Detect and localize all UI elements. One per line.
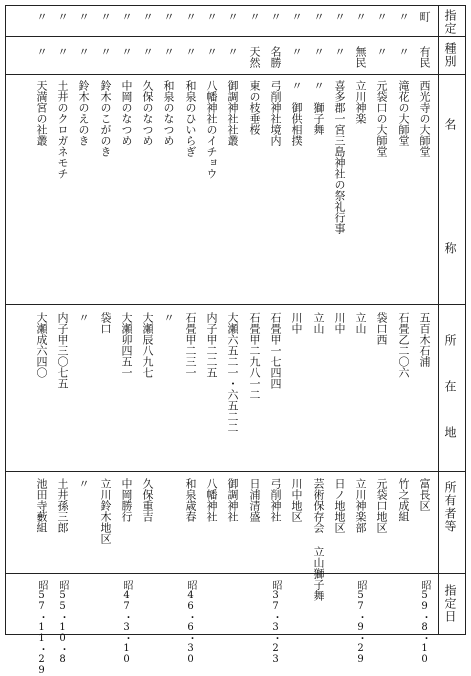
header-shitei: 指定 bbox=[443, 9, 457, 35]
cell-owner: 川中地区 bbox=[290, 478, 303, 522]
cell-shubetsu: 〃 bbox=[141, 46, 154, 57]
cell-loc: 川中 bbox=[290, 312, 303, 334]
cell-loc: 大瀬成六四〇 bbox=[35, 312, 48, 378]
cell-loc: 大瀬辰八九七 bbox=[141, 312, 154, 378]
cell-shubetsu: 〃 bbox=[397, 46, 410, 57]
cell-shubetsu: 〃 bbox=[226, 46, 239, 57]
cell-owner: 和泉歳春 bbox=[184, 478, 197, 522]
cell-owner: 元袋口地区 bbox=[375, 478, 388, 533]
cell-shitei: 〃 bbox=[77, 11, 90, 22]
cell-name: 鈴木のえのき bbox=[77, 80, 90, 146]
cell-shitei: 〃 bbox=[56, 11, 69, 22]
cell-shubetsu: 〃 bbox=[35, 46, 48, 57]
rule-line bbox=[6, 573, 465, 574]
cell-owner: 〃 bbox=[77, 478, 90, 489]
header-date: 指定日 bbox=[443, 584, 457, 623]
cell-shitei: 〃 bbox=[375, 11, 388, 22]
cell-loc: 内子甲二二五 bbox=[205, 312, 218, 378]
cell-name: 和泉のひいらぎ bbox=[184, 80, 197, 157]
header-mei: 名 bbox=[443, 118, 457, 130]
cell-loc: 立山 bbox=[354, 312, 367, 334]
header-chi: 地 bbox=[443, 426, 457, 438]
cell-owner: 中岡勝行 bbox=[120, 478, 133, 522]
designation-table bbox=[5, 5, 466, 676]
cell-shubetsu: 〃 bbox=[162, 46, 175, 57]
cell-name: 立川神楽 bbox=[354, 80, 367, 124]
rule-line bbox=[6, 36, 465, 37]
cell-name: 滝花の大師堂 bbox=[397, 80, 410, 146]
cell-loc: 〃 bbox=[77, 312, 90, 323]
cell-name: 久保のなつめ bbox=[141, 80, 154, 146]
cell-name: 喜多郡一宮三島神社の祭礼行事 bbox=[333, 80, 346, 234]
cell-loc: 内子甲三〇七五 bbox=[56, 312, 69, 389]
cell-shubetsu: 〃 bbox=[120, 46, 133, 57]
cell-loc: 大瀬卯四五一 bbox=[120, 312, 133, 378]
cell-date: 昭46・6・30 bbox=[185, 580, 196, 665]
cell-shitei: 町 bbox=[418, 11, 431, 22]
rule-line bbox=[6, 471, 465, 472]
cell-shitei: 〃 bbox=[120, 11, 133, 22]
cell-owner: 土井孫三郎 bbox=[56, 478, 69, 533]
cell-shubetsu: 有民 bbox=[418, 46, 431, 68]
cell-shitei: 〃 bbox=[354, 11, 367, 22]
cell-loc: 大瀬六五二一・六五二二 bbox=[226, 312, 239, 433]
rule-line bbox=[6, 304, 465, 305]
cell-owner: 立川神楽部 bbox=[354, 478, 367, 533]
cell-shitei: 〃 bbox=[248, 11, 261, 22]
cell-loc: 石畳甲二三一 bbox=[184, 312, 197, 378]
cell-name: 〃 獅子舞 bbox=[312, 80, 325, 135]
cell-shubetsu: 〃 bbox=[290, 46, 303, 57]
cell-date: 昭55・10・8 bbox=[57, 580, 68, 665]
cell-shitei: 〃 bbox=[312, 11, 325, 22]
cell-shitei: 〃 bbox=[333, 11, 346, 22]
rule-line bbox=[6, 74, 465, 75]
cell-shitei: 〃 bbox=[162, 11, 175, 22]
cell-name: 弓削神社境内 bbox=[269, 80, 282, 146]
cell-shitei: 〃 bbox=[184, 11, 197, 22]
header-sho: 称 bbox=[443, 242, 457, 254]
cell-shitei: 〃 bbox=[269, 11, 282, 22]
cell-shubetsu: 〃 bbox=[56, 46, 69, 57]
cell-shubetsu: 〃 bbox=[312, 46, 325, 57]
cell-loc: 石畳甲二九八一二 bbox=[248, 312, 261, 400]
cell-name: 中岡のなつめ bbox=[120, 80, 133, 146]
cell-shubetsu: 〃 bbox=[77, 46, 90, 57]
cell-loc: 五百木石浦 bbox=[418, 312, 431, 367]
cell-shubetsu: 名勝 bbox=[269, 46, 282, 68]
cell-owner: 日浦清盛 bbox=[248, 478, 261, 522]
cell-shubetsu: 〃 bbox=[184, 46, 197, 57]
cell-shubetsu: 〃 bbox=[333, 46, 346, 57]
cell-owner: 竹之成組 bbox=[397, 478, 410, 522]
cell-loc: 袋口西 bbox=[375, 312, 388, 345]
header-zai: 在 bbox=[443, 380, 457, 392]
cell-shubetsu: 〃 bbox=[99, 46, 112, 57]
cell-owner: 八幡神社 bbox=[205, 478, 218, 522]
cell-date: 昭57・11・29 bbox=[36, 580, 47, 676]
cell-owner: 富長区 bbox=[418, 478, 431, 511]
cell-owner: 日ノ地地区 bbox=[333, 478, 346, 533]
cell-loc: 川中 bbox=[333, 312, 346, 334]
cell-name: 鈴木のこがのき bbox=[99, 80, 112, 157]
cell-owner: 芸術保存会 立山獅子舞 bbox=[312, 478, 325, 601]
cell-shitei: 〃 bbox=[226, 11, 239, 22]
cell-owner: 久保重吉 bbox=[141, 478, 154, 522]
cell-name: 〃 御供相撲 bbox=[290, 80, 303, 146]
cell-shubetsu: 天然 bbox=[248, 46, 261, 68]
cell-shitei: 〃 bbox=[99, 11, 112, 22]
cell-owner: 弓削神社 bbox=[269, 478, 282, 522]
cell-name: 土井のクロガネモチ bbox=[56, 80, 69, 179]
cell-date: 昭47・3・10 bbox=[121, 580, 132, 665]
cell-name: 元袋口の大師堂 bbox=[375, 80, 388, 157]
cell-date: 昭37・3・23 bbox=[270, 580, 281, 665]
cell-loc: 石畳甲一七四四 bbox=[269, 312, 282, 389]
cell-loc: 袋口 bbox=[99, 312, 112, 334]
cell-name: 東の枝垂桜 bbox=[248, 80, 261, 135]
cell-name: 西光寺の大師堂 bbox=[418, 80, 431, 157]
cell-loc: 石畳乙二〇六 bbox=[397, 312, 410, 378]
cell-shitei: 〃 bbox=[397, 11, 410, 22]
cell-owner: 池田寺藪組 bbox=[35, 478, 48, 533]
cell-owner: 御調神社 bbox=[226, 478, 239, 522]
cell-name: 和泉のなつめ bbox=[162, 80, 175, 146]
cell-owner: 立川鈴木地区 bbox=[99, 478, 112, 544]
cell-name: 天満宮の社叢 bbox=[35, 80, 48, 146]
cell-name: 御調神社社叢 bbox=[226, 80, 239, 146]
header-divider bbox=[438, 6, 439, 634]
cell-shubetsu: 無民 bbox=[354, 46, 367, 68]
header-owner: 所有者等 bbox=[443, 481, 457, 533]
cell-shubetsu: 〃 bbox=[205, 46, 218, 57]
cell-shitei: 〃 bbox=[290, 11, 303, 22]
cell-name: 八幡神社のイチョウ bbox=[205, 80, 218, 179]
cell-shubetsu: 〃 bbox=[375, 46, 388, 57]
cell-date: 昭57・9・29 bbox=[355, 580, 366, 665]
header-shubetsu: 種別 bbox=[443, 42, 457, 68]
cell-shitei: 〃 bbox=[205, 11, 218, 22]
cell-loc: 立山 bbox=[312, 312, 325, 334]
cell-date: 昭59・8・10 bbox=[419, 580, 430, 665]
cell-shitei: 〃 bbox=[141, 11, 154, 22]
header-sho-loc: 所 bbox=[443, 334, 457, 346]
cell-loc: 〃 bbox=[162, 312, 175, 323]
cell-shitei: 〃 bbox=[35, 11, 48, 22]
